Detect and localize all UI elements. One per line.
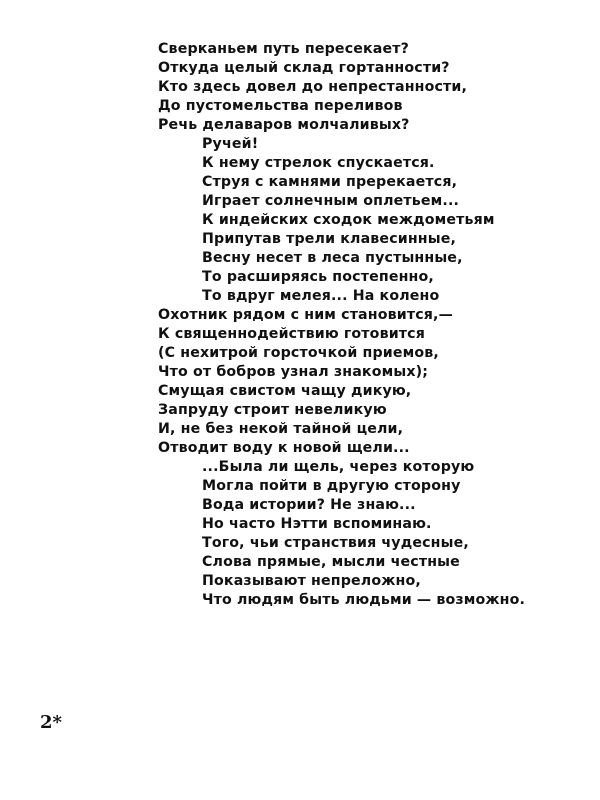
poem-line: Речь делаваров молчаливых? <box>158 117 410 133</box>
poem-line: Что людям быть людьми — возможно. <box>202 592 526 608</box>
poem-line: Что от бобров узнал знакомых); <box>158 364 429 380</box>
poem-line: И, не без некой тайной цели, <box>158 421 404 437</box>
poem-line: Играет солнечным оплетьем... <box>202 193 460 209</box>
poem-line: К священнодействию готовится <box>158 326 425 342</box>
poem-line: Запруду строит невеликую <box>158 402 387 418</box>
poem-line: Отводит воду к новой щели... <box>158 440 410 456</box>
poem-line: Откуда целый склад гортанности? <box>158 60 450 76</box>
poem-line: Вода истории? Не знаю... <box>202 497 416 513</box>
poem-line: То расширяясь постепенно, <box>202 269 434 285</box>
poem-line: Кто здесь довел до непрестанности, <box>158 79 468 95</box>
poem-line: Смущая свистом чащу дикую, <box>158 383 412 399</box>
poem-line: Слова прямые, мысли честные <box>202 554 460 570</box>
poem-line: Охотник рядом с ним становится,— <box>158 307 453 323</box>
poem-line: Но часто Нэтти вспоминаю. <box>202 516 432 532</box>
poem-line: Струя с камнями пререкается, <box>202 174 458 190</box>
poem-line: Припутав трели клавесинные, <box>202 231 457 247</box>
poem-line: Показывают непреложно, <box>202 573 421 589</box>
poem-line: Ручей! <box>202 136 259 152</box>
poem-line: До пустомельства переливов <box>158 98 403 114</box>
poem-line: Могла пойти в другую сторону <box>202 478 461 494</box>
poem-line: (С нехитрой горсточкой приемов, <box>158 345 439 361</box>
poem-line: Сверканьем путь пересекает? <box>158 41 410 57</box>
poem-line: К нему стрелок спускается. <box>202 155 435 171</box>
page-number: 2* <box>40 712 62 733</box>
poem-line: Того, чьи странствия чудесные, <box>202 535 469 551</box>
poem-line: Весну несет в леса пустынные, <box>202 250 463 266</box>
poem-line: ...Была ли щель, через которую <box>202 459 475 475</box>
poem-line: К индейских сходок междометьям <box>202 212 495 228</box>
poem-line: То вдруг мелея... На колено <box>202 288 440 304</box>
